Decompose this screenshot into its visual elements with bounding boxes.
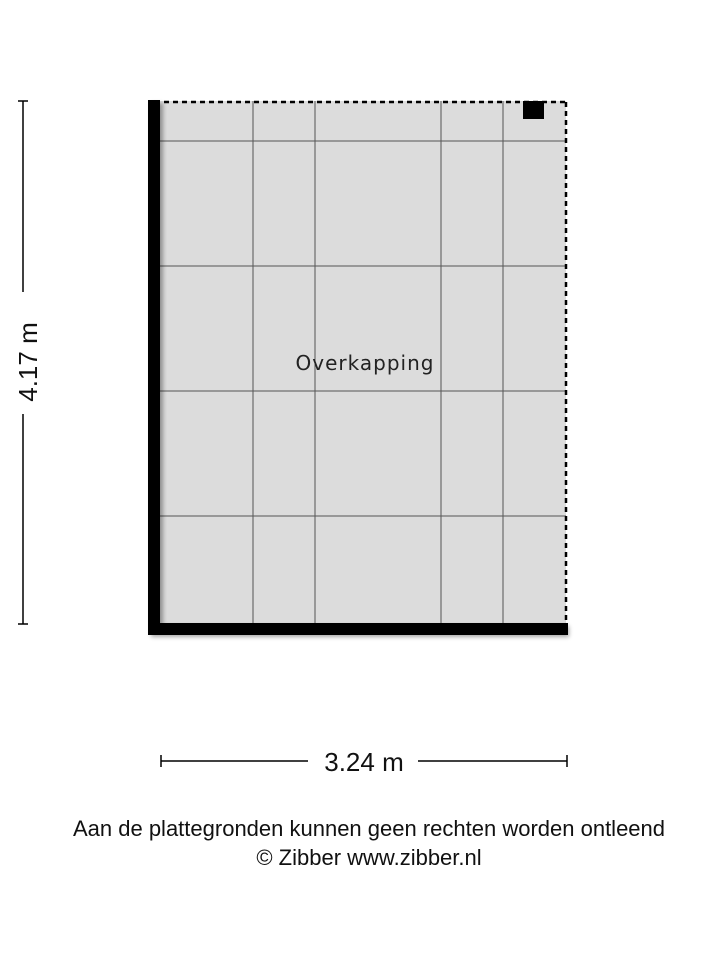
disclaimer-text: Aan de plattegronden kunnen geen rechten worden ontleend — [72, 816, 666, 841]
post-column — [523, 101, 544, 119]
wall-left — [148, 100, 160, 635]
width-dimension-label: 3.24 m — [324, 747, 404, 777]
wall-bottom — [148, 623, 568, 635]
room-label: Overkapping — [295, 351, 435, 375]
copyright-text: © Zibber www.zibber.nl — [256, 845, 482, 870]
height-dimension-label: 4.17 m — [13, 322, 43, 402]
